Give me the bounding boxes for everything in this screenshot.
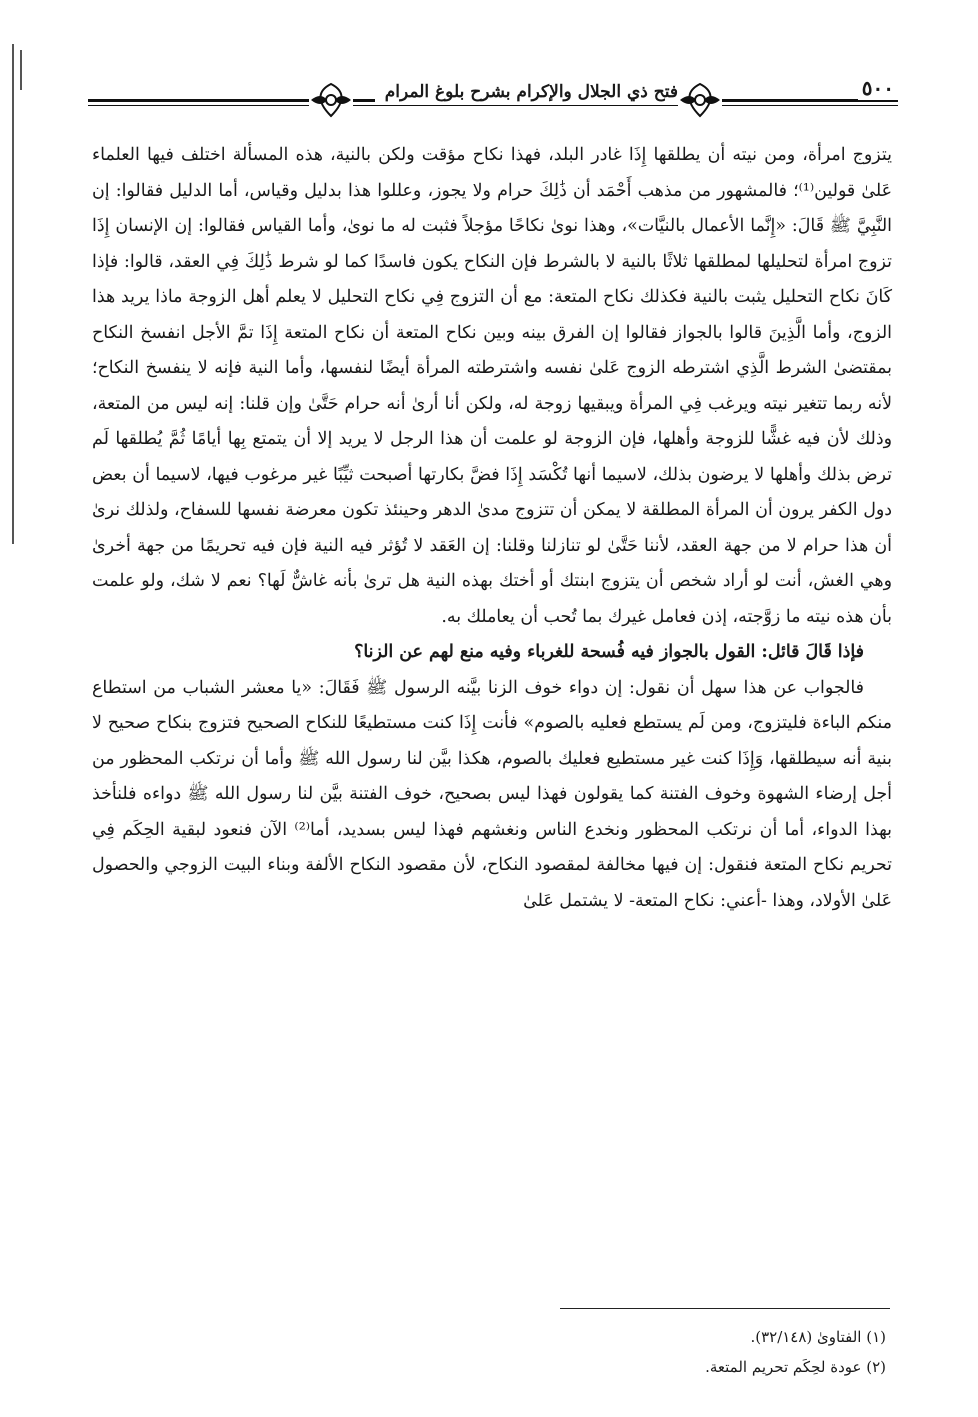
- page-number: ٥٠٠: [858, 76, 898, 100]
- footnote: (١) الفتاوىٰ (٣٢/١٤٨).: [750, 1328, 886, 1346]
- main-text: [92, 138, 892, 919]
- ornament-left-icon: [309, 80, 353, 120]
- header-rule: [88, 105, 898, 106]
- footnotes: [386, 1322, 886, 1382]
- footnote: (٢) عودة لحِكَم تحريم المتعة.: [705, 1358, 886, 1376]
- paragraph: يتزوج امرأة، ومن نيته أن يطلقها إِذَا غادر البلد، فهذا نكاح مؤقت ولكن بالنية، هذه المسألة اختلف فيها العلماء عَلىٰ قولين⁽¹⁾؛ فالمشهور من مذهب أَحْمَد أن ذَٰلِكَ حرام ولا يجوز، وعللوا هذا بدليل وقياس، أما الدليل فقالوا: إن النَّبِيَّ ﷺ قَالَ: «إِنَّما الأعمال بالنيَّات»، وهذا نوىٰ نكاحًا مؤجلاً فثبت له ما نوىٰ، وأما القياس فقالوا: إن الإنسان إِذَا تزوج امرأة لتحليلها لمطلقها ثلاثًا بالنية لا بالشرط فإن النكاح يكون فاسدًا كما لو شرط ذَٰلِكَ فِي العقد، قالوا: فإذا كَانَ نكاح التحليل يثبت بالنية فكذلك نكاح المتعة: مع أن التزوج فِي نكاح التحليل لا يعلم أهل الزوجة ماذا يريد هذا الزوج، وأما الَّذِينَ قالوا بالجواز فقالوا إن الفرق بينه وبين نكاح المتعة أن نكاح المتعة إِذَا تمَّ الأجل انفسخ النكاح بمقتضىٰ الشرط الَّذِي اشترطه الزوج عَلىٰ نفسه واشترطته المرأة أيضًا لنفسها، وأما النية فإنه لا ينفسخ النكاح؛ لأنه ربما تتغير نيته ويرغب فِي المرأة ويبقيها زوجة له، ولكن أنا أرىٰ أنه حرام حَتَّىٰ وإن قلنا: إنه ليس من المتعة، وذلك لأن فيه غشًّا للزوجة وأهلها، فإن الزوجة لو علمت أن هذا الرجل لا يريد إلا أن يتمتع بِها أيامًا ثُمَّ يُطلقها لَم ترض بذلك وأهلها لا يرضون بذلك، لاسيما أنها تُكْسَد إِذَا فضَّ بكارتها أصبحت ثيِّبًا غير مرغوب فيها، لاسيما أن بعض دول الكفر يرون أن المرأة المطلقة لا يمكن أن تتزوج مدىٰ الدهر وحينئذ تكون معرضة نفسها للسفاح، ولذلك نرىٰ أن هذا حرام لا من جهة العقد، لأننا حَتَّىٰ لو تنازلنا وقلنا: إن العَقد لا تُؤثر فيه النية فإن فيه تحريمًا من جهة أخرىٰ وهي الغش، أنت لو أراد شخص أن يتزوج ابنتك أو أختك بهذه النية هل ترىٰ بأنه غاشٌّ لَها؟ نعم لا شك، ولو علمت بأن هذه نيته ما زوَّجته، إذن فعامل غيرك بما تُحب أن يعاملك به.: [92, 145, 892, 627]
- paragraph: فالجواب عن هذا سهل أن نقول: إن دواء خوف الزنا بيَّنه الرسول ﷺ فَقَالَ: «يا معشر الشباب من استطاع منكم الباءة فليتزوج، ومن لَم يستطع فعليه بالصوم» فأنت إِذَا كنت مستطيعًا للنكاح الصحيح فتزوج بنكاح صحيح لا بنية أنه سيطلقها، وَإِذَا كنت غير مستطيع فعليك بالصوم، هكذا بيَّن لنا رسول الله ﷺ وأما أن نرتكب المحظور من أجل إرضاء الشهوة وخوف الفتنة كما يقولون فهذا ليس بصحيح، خوف الفتنة بيَّن لنا رسول الله ﷺ دواءه فلنأخذ بهذا الدواء، أما أن نرتكب المحظور ونخدع الناس ونغشهم فهذا ليس بسديد، أما⁽²⁾ الآن فنعود لبقية الحِكَم فِي تحريم نكاح المتعة فنقول: إن فيها مخالفة لمقصود النكاح، لأن مقصود النكاح الألفة وبناء البيت الزوجي والحصول عَلىٰ الأولاد، وهذا -أعني: نكاح المتعة- لا يشتمل عَلىٰ: [92, 677, 893, 911]
- ornament-right-icon: [678, 80, 722, 120]
- footnote-separator: [560, 1308, 890, 1309]
- page-edge-line: [12, 44, 14, 544]
- paragraph-question: فإذا قَالَ قائل: القول بالجواز فيه فُسحة للغرباء وفيه منع لهم عن الزنا؟: [354, 642, 864, 662]
- page-header: [88, 72, 898, 128]
- page-edge-line: [20, 50, 22, 90]
- book-title: فتح ذي الجلال والإكرام بشرح بلوغ المرام: [375, 80, 688, 104]
